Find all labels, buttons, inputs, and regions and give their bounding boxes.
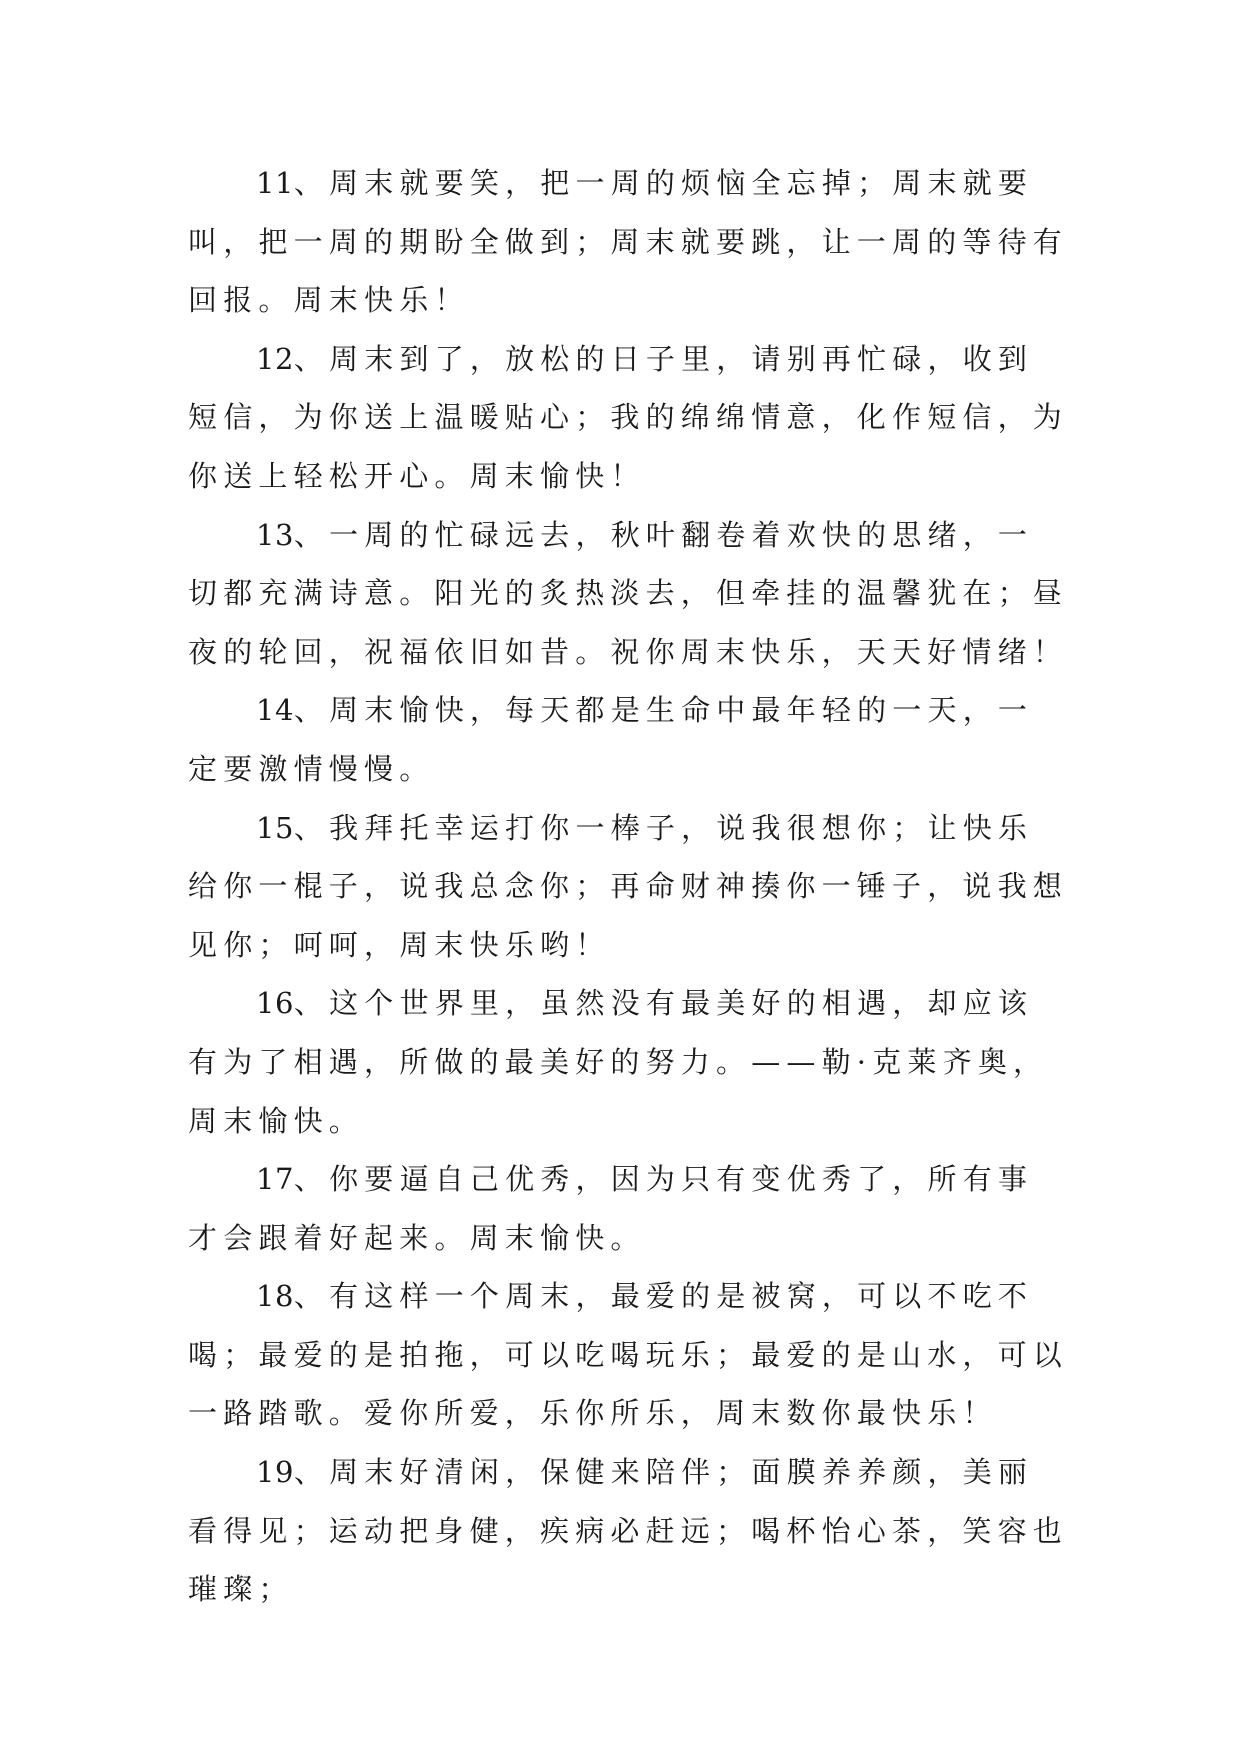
paragraph-16 xyxy=(188,974,1068,1150)
paragraph-number: 15 xyxy=(256,810,294,845)
paragraph-13 xyxy=(188,506,1068,682)
paragraph-text: 、有这样一个周末，最爱的是被窝，可以不吃不喝；最爱的是拍拖，可以吃喝玩乐；最爱的是山水，可以一路踏歌。爱你所爱，乐你所乐，周末数你最快乐！ xyxy=(188,1279,1069,1431)
paragraph-text: 、一周的忙碌远去，秋叶翻卷着欢快的思绪，一切都充满诗意。阳光的炙热淡去，但牵挂的温馨犹在；昼夜的轮回，祝福依旧如昔。祝你周末快乐，天天好情绪！ xyxy=(188,517,1069,669)
paragraph-text: 、周末到了，放松的日子里，请别再忙碌，收到短信，为你送上温暖贴心；我的绵绵情意，化作短信，为你送上轻松开心。周末愉快！ xyxy=(188,341,1069,493)
paragraph-12 xyxy=(188,330,1068,506)
paragraph-text: 、周末就要笑，把一周的烦恼全忘掉；周末就要叫，把一周的期盼全做到；周末就要跳，让一周的等待有回报。周末快乐！ xyxy=(188,166,1069,318)
paragraph-text: 、周末好清闲，保健来陪伴；面膜养养颜，美丽看得见；运动把身健，疾病必赶远；喝杯怡心茶，笑容也璀璨； xyxy=(188,1455,1069,1607)
paragraph-text: 、我拜托幸运打你一棒子，说我很想你；让快乐给你一棍子，说我总念你；再命财神揍你一锤子，说我想见你；呵呵，周末快乐哟！ xyxy=(188,810,1069,962)
paragraph-number: 17 xyxy=(256,1162,294,1197)
paragraph-number: 11 xyxy=(256,166,294,200)
paragraph-text: 、你要逼自己优秀，因为只有变优秀了，所有事才会跟着好起来。周末愉快。 xyxy=(188,1162,1034,1255)
paragraph-19 xyxy=(188,1443,1068,1619)
paragraph-number: 18 xyxy=(256,1279,294,1314)
paragraph-number: 12 xyxy=(256,341,294,376)
paragraph-number: 13 xyxy=(256,517,294,552)
paragraph-text: 、这个世界里，虽然没有最美好的相遇，却应该有为了相遇，所做的最美好的努力。——勒·克莱齐奥，周末愉快。 xyxy=(188,986,1049,1138)
paragraph-number: 16 xyxy=(256,986,294,1021)
paragraph-15 xyxy=(188,799,1068,975)
document-page xyxy=(188,154,1068,1619)
paragraph-11 xyxy=(188,154,1068,330)
paragraph-text: 、周末愉快，每天都是生命中最年轻的一天，一定要激情慢慢。 xyxy=(188,693,1034,786)
paragraph-18 xyxy=(188,1267,1068,1443)
paragraph-14 xyxy=(188,681,1068,798)
paragraph-17 xyxy=(188,1150,1068,1267)
paragraph-number: 19 xyxy=(256,1455,294,1490)
paragraph-number: 14 xyxy=(256,693,294,728)
